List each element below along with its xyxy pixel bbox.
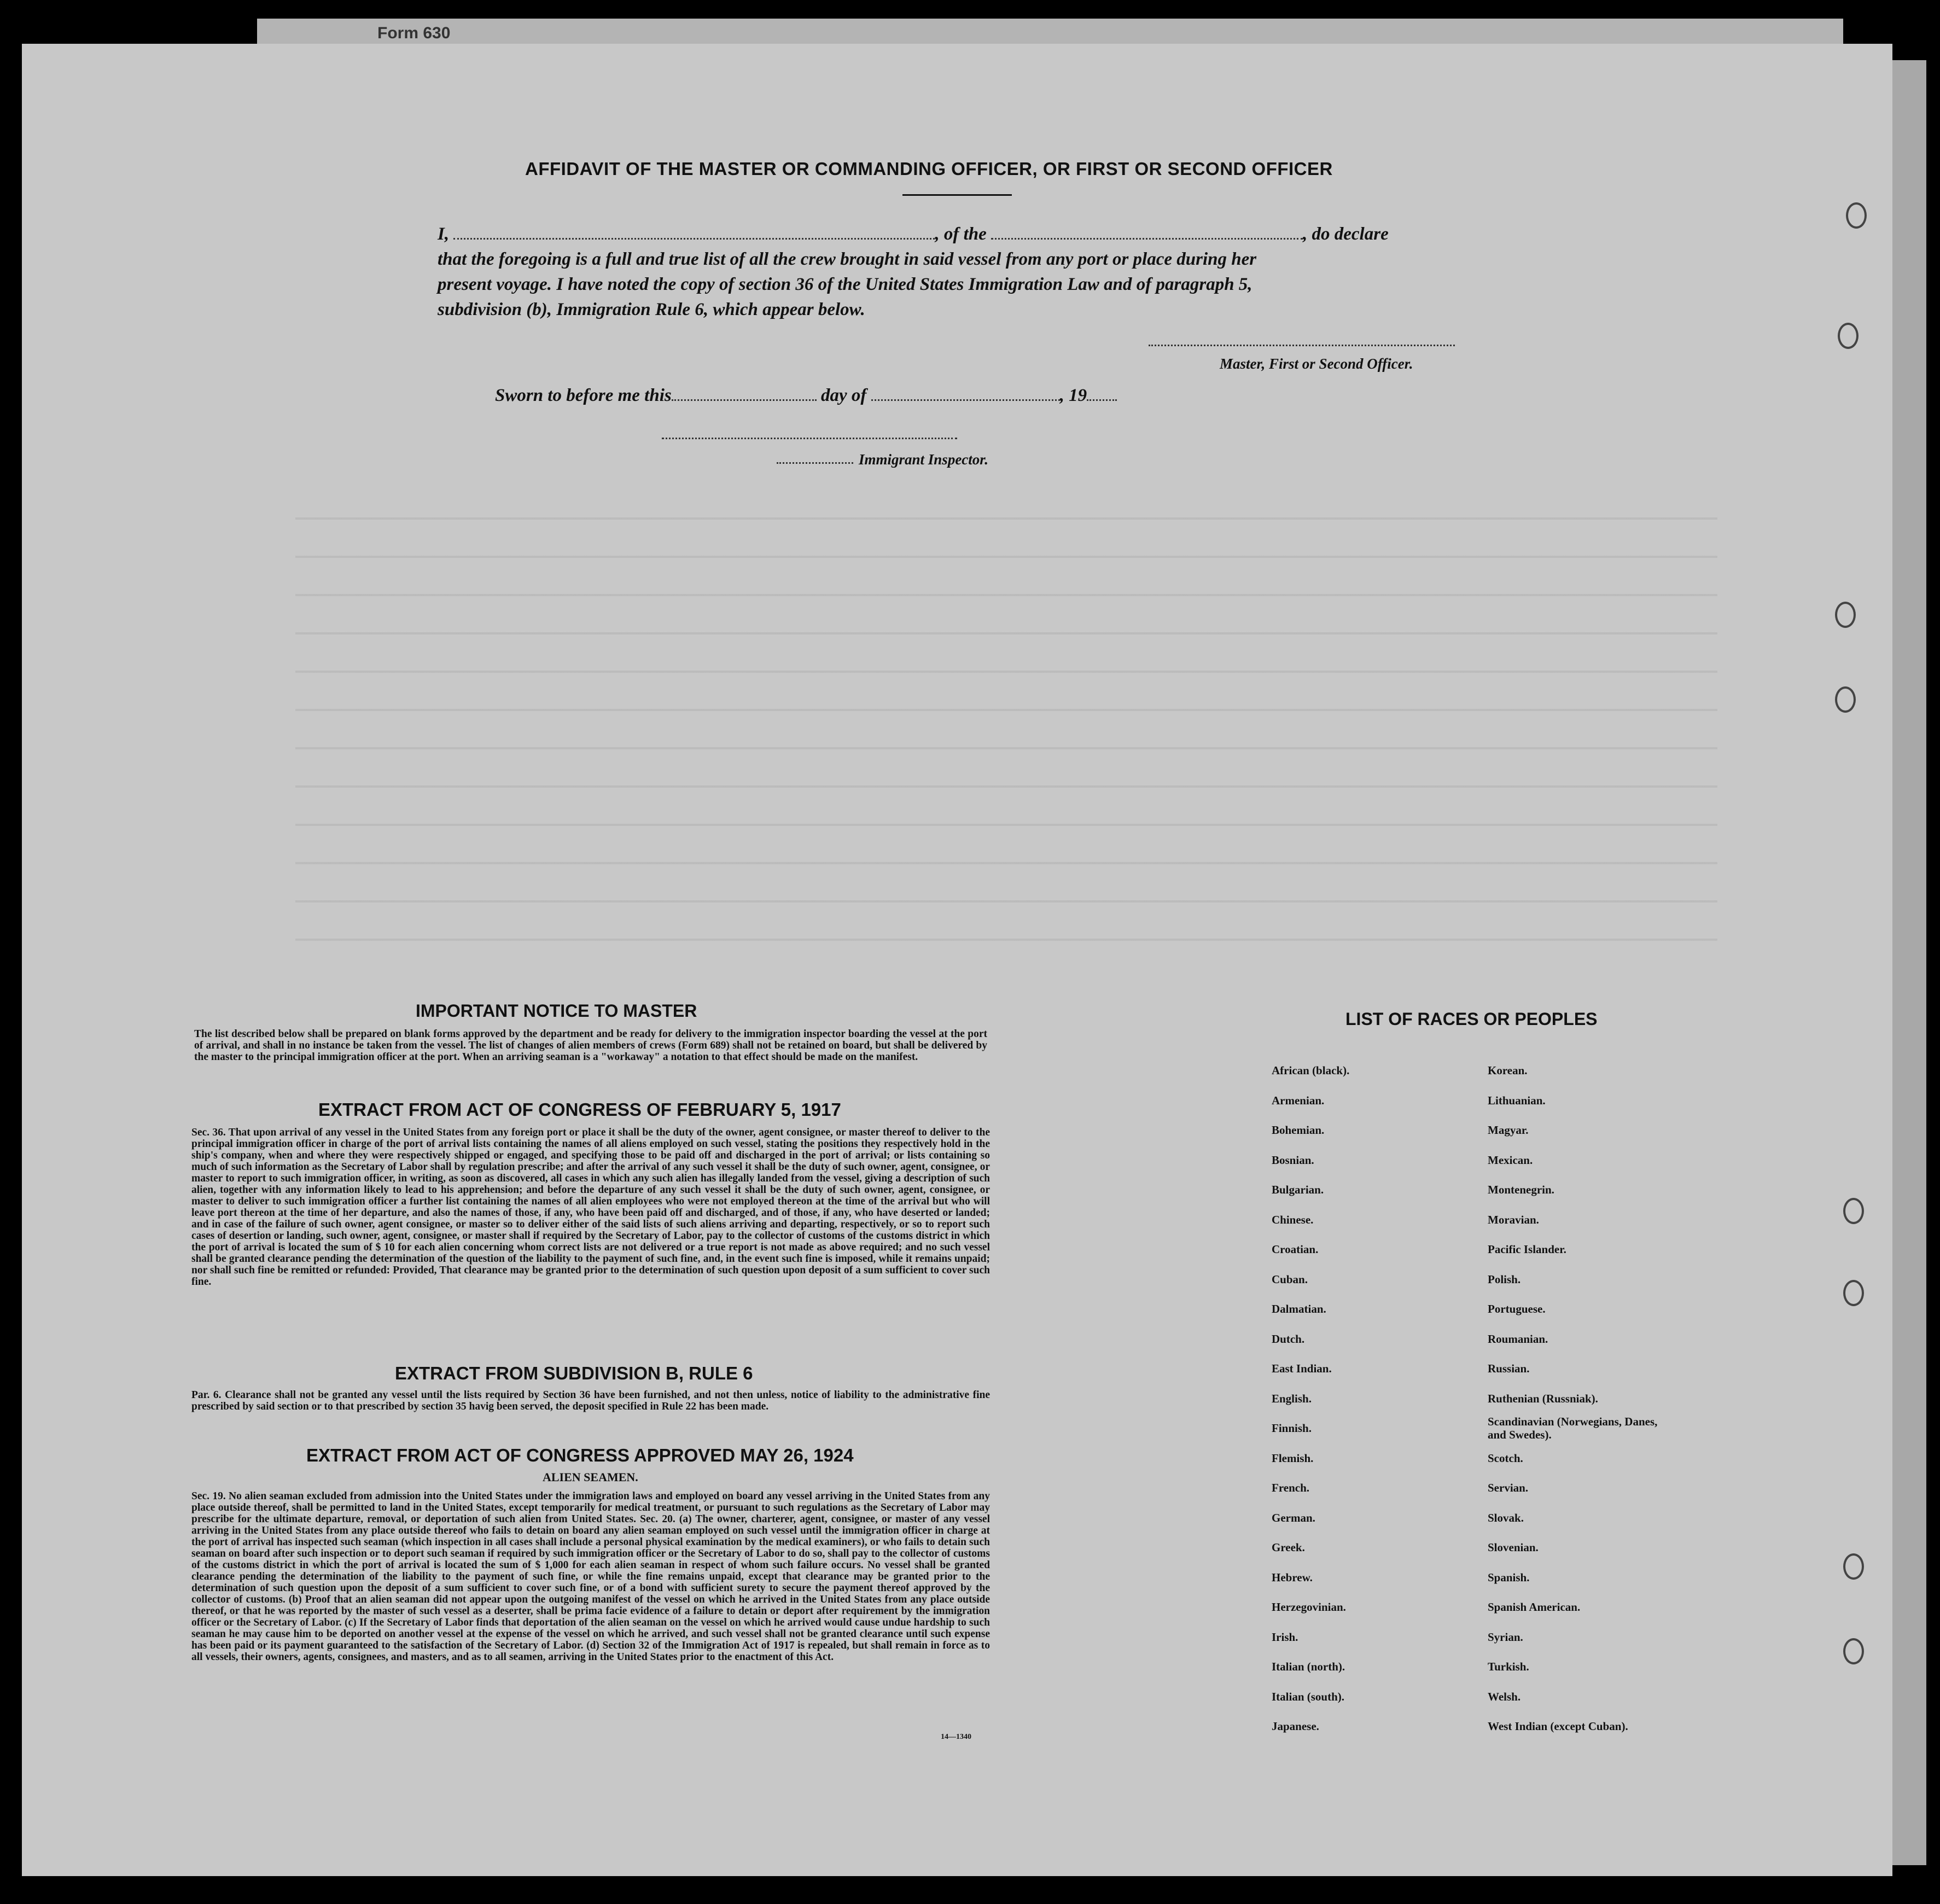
notice-title: IMPORTANT NOTICE TO MASTER	[416, 1001, 697, 1021]
race-item: Moravian.	[1488, 1213, 1539, 1226]
year-blank[interactable]	[1087, 399, 1117, 401]
title-underline	[902, 194, 1012, 196]
race-item: Korean.	[1488, 1064, 1528, 1077]
race-item: Russian.	[1488, 1362, 1530, 1375]
affidavit-of-the: , of the	[935, 224, 987, 244]
extract-1924-text: Sec. 19. No alien seaman excluded from admission into the United States under the immigration laws and employed on board any vessel arriving in the United States from any place outside thereof, shall be permitted to land in the United States, except temporarily for medical treatment, or pursuant to such regulations as the Secretary of Labor may prescribe for the ultimate departure, removal, or deportation of such alien from United States. Sec. 20. (a) The owner, charterer, agent, consignee, or master of any vessel arriving in the United States from any place outside thereof who fails to detain on board any alien seaman employed on such vessel until the immigration officer in charge at the port of arrival has inspected such seaman (which inspection in all cases shall include a personal physical examination by the medical examiners), or who fails to detain such seaman on board after such inspection or to deport such seaman if required by such immigration officer or the Secretary of Labor to do so, shall pay to the collector of customs of the customs district in which the port of arrival is located the sum of $ 1,000 for each alien seaman in respect of whom such failure occurs. No vessel shall be granted clearance pending the determination of the liability to the payment of such fine, or while the fine remains unpaid, except that clearance may be granted prior to the determination of such question upon the deposit of a sum sufficient to cover such fine, or of a bond with sufficient surety to secure the payment thereof approved by the collector of customs. (b) Proof that an alien seaman did not appear upon the outgoing manifest of the vessel on which he arrived in the United States from any place outside thereof, or that he was reported by the master of such vessel as a deserter, shall be prima facie evidence of a failure to detain or deport after requirement by the immigration officer or the Secretary of Labor. (c) If the Secretary of Labor finds that deportation of the alien seaman on the vessel on which he arrived would cause undue hardship to such seaman he may cause him to be deported on another vessel at the expense of the vessel on which he arrived, and such vessel shall not be granted clearance until such expense has been paid or its payment guaranteed to the satisfaction of the Secretary of Labor. (d) Section 32 of the Immigration Act of 1917 is repealed, but shall remain in force as to all vessels, their owners, agents, consignees, and masters, and as to all seamen, arriving in the United States prior to the enactment of this Act.	[191, 1490, 990, 1663]
race-item: Portuguese.	[1488, 1302, 1546, 1315]
race-item: Welsh.	[1488, 1690, 1521, 1703]
race-item: Spanish American.	[1488, 1600, 1581, 1614]
race-item: Ruthenian (Russniak).	[1488, 1391, 1598, 1405]
binder-hole-icon	[1843, 1280, 1864, 1306]
sworn-label: Sworn to before me this	[495, 386, 672, 405]
affidavit-line-1	[438, 224, 1389, 244]
race-item: English.	[1272, 1391, 1312, 1405]
race-item: West Indian (except Cuban).	[1488, 1720, 1628, 1733]
month-blank[interactable]	[871, 399, 1060, 401]
binder-hole-icon	[1835, 686, 1856, 713]
binder-hole-icon	[1843, 1198, 1864, 1224]
form-code: 14—1340	[941, 1733, 971, 1741]
race-item: Dalmatian.	[1272, 1302, 1326, 1315]
affidavit-i: I,	[438, 224, 450, 244]
sworn-line	[495, 386, 1117, 406]
race-item: Scotch.	[1488, 1451, 1523, 1465]
binder-hole-icon	[1843, 1638, 1864, 1664]
notice-text: The list described below shall be prepared on blank forms approved by the department and be ready for delivery to the immigration inspector boarding the vessel at the port of arrival, and shall in no instance be taken from the vessel. The list of changes of alien members of crews (Form 689) shall not be retained on board, but shall be delivered by the master to the principal immigration officer at the port. When an arriving seaman is a "workaway" a notation to that effect should be made on the manifest.	[194, 1028, 987, 1063]
affidavit-line-4: subdivision (b), Immigration Rule 6, which appear below.	[438, 300, 865, 319]
inspector-label: Immigrant Inspector.	[859, 451, 989, 468]
year-prefix: , 19	[1059, 386, 1087, 405]
extract-1917-text: Sec. 36. That upon arrival of any vessel in the United States from any foreign port or place it shall be the duty of the owner, agent consignee, or master thereof to deliver to the principal immigration officer in charge of the port of arrival lists containing the names of all aliens employed on such vessel, stating the positions they respectively hold in the ship's company, when and where they were respectively shipped or engaged, and specifying those to be paid off and discharged in the port of arrival; or lists containing so much of such information as the Secretary of Labor shall by regulation prescribe; and after the arrival of any such vessel it shall be the duty of such owner, agent, consignee, or master to report to such immigration officer, in writing, as soon as discovered, all cases in which any such alien has illegally landed from the vessel, giving a description of such alien, together with any information likely to lead to his apprehension; and before the departure of any such vessel it shall be the duty of such owner, agent, consignee, or master to deliver to such immigration officer a further list containing the names of all alien employees who were not employed thereon at the time of the arrival but who will leave port thereon at the time of her departure, and also the names of those, if any, who have been paid off and discharged, and of those, if any, who have deserted or landed; and in case of the failure of such owner, agent consignee, or master so to deliver either of the said lists of such aliens arriving and departing, respectively, or so to report such cases of desertion or landing, such owner, agent, consignee, or master shall if required by the Secretary of Labor, pay to the collector of customs of the customs district in which the port of arrival is located the sum of $ 10 for each alien concerning whom correct lists are not delivered or a true report is not made as above required; and no such vessel shall be granted clearance pending the determination of the question of the liability to the payment of such fine, and, in the event such fine is imposed, while it remains unpaid; nor shall such fine be remitted or refunded: Provided, That clearance may be granted prior to the determination of such question upon deposit of a sum sufficient to cover such fine.	[191, 1127, 990, 1288]
race-item: Slovenian.	[1488, 1541, 1539, 1554]
race-item: Flemish.	[1272, 1451, 1314, 1465]
inspector-signature-blank[interactable]	[662, 438, 957, 439]
affidavit-line-3: present voyage. I have noted the copy of section 36 of the United States Immigration Law and of paragraph 5,	[438, 275, 1252, 294]
race-item: Scandinavian (Norwegians, Danes, and Swedes).	[1488, 1415, 1658, 1441]
race-item: Bulgarian.	[1272, 1183, 1324, 1196]
race-item: Italian (south).	[1272, 1690, 1345, 1703]
form-number: Form 630	[377, 24, 451, 42]
race-item: Polish.	[1488, 1272, 1521, 1286]
race-item: African (black).	[1272, 1064, 1350, 1077]
race-item: Hebrew.	[1272, 1570, 1313, 1584]
race-item: Mexican.	[1488, 1153, 1533, 1167]
binder-hole-icon	[1846, 202, 1867, 229]
race-item: German.	[1272, 1511, 1315, 1524]
day-blank[interactable]	[672, 399, 817, 401]
affidavit-line-2: that the foregoing is a full and true list of all the crew brought in said vessel from any port or place during her	[438, 249, 1257, 269]
extract-rule6-title: EXTRACT FROM SUBDIVISION B, RULE 6	[395, 1363, 753, 1383]
race-item: Servian.	[1488, 1481, 1529, 1494]
page-edge	[1892, 60, 1926, 1865]
race-item: Roumanian.	[1488, 1332, 1548, 1346]
race-item: Irish.	[1272, 1630, 1298, 1644]
race-item: Finnish.	[1272, 1422, 1312, 1435]
race-item: Bohemian.	[1272, 1123, 1325, 1137]
binder-hole-icon	[1838, 323, 1859, 349]
master-signature-blank[interactable]	[1149, 345, 1455, 346]
affidavit-title: AFFIDAVIT OF THE MASTER OR COMMANDING OFFICER, OR FIRST OR SECOND OFFICER	[525, 159, 1333, 179]
extract-1924-title: EXTRACT FROM ACT OF CONGRESS APPROVED MAY 26, 1924	[306, 1445, 854, 1465]
race-item: East Indian.	[1272, 1362, 1332, 1375]
race-item: Herzegovinian.	[1272, 1600, 1346, 1614]
day-of-label: day of	[820, 386, 867, 405]
vessel-blank[interactable]	[991, 238, 1303, 240]
race-item: Lithuanian.	[1488, 1093, 1546, 1107]
race-item: Armenian.	[1272, 1093, 1325, 1107]
race-item: Bosnian.	[1272, 1153, 1314, 1167]
race-item: Turkish.	[1488, 1660, 1529, 1673]
race-item: Greek.	[1272, 1541, 1305, 1554]
race-item: Pacific Islander.	[1488, 1243, 1566, 1256]
race-item: French.	[1272, 1481, 1310, 1494]
race-item: Syrian.	[1488, 1630, 1523, 1644]
race-item: Cuban.	[1272, 1272, 1308, 1286]
extract-1924-subtitle: ALIEN SEAMEN.	[543, 1470, 638, 1484]
race-item: Dutch.	[1272, 1332, 1305, 1346]
affidavit-declare: , do declare	[1303, 224, 1389, 244]
binder-hole-icon	[1843, 1553, 1864, 1580]
binder-hole-icon	[1835, 602, 1856, 628]
race-item: Croatian.	[1272, 1243, 1319, 1256]
race-item: Italian (north).	[1272, 1660, 1345, 1673]
race-item: Slovak.	[1488, 1511, 1524, 1524]
extract-rule6-text: Par. 6. Clearance shall not be granted any vessel until the lists required by Section 36 have been furnished, and not then unless, notice of liability to the administrative fine prescribed by said section or to that prescribed by section 35 havig been served, the deposit specified in Rule 22 has been made.	[191, 1389, 990, 1412]
master-label: Master, First or Second Officer.	[1220, 356, 1413, 372]
name-blank[interactable]	[453, 238, 935, 240]
extract-1917-title: EXTRACT FROM ACT OF CONGRESS OF FEBRUARY 5, 1917	[318, 1099, 841, 1120]
race-item: Montenegrin.	[1488, 1183, 1554, 1196]
race-item: Japanese.	[1272, 1720, 1319, 1733]
races-title: LIST OF RACES OR PEOPLES	[1345, 1009, 1598, 1029]
race-item: Chinese.	[1272, 1213, 1314, 1226]
race-item: Magyar.	[1488, 1123, 1529, 1137]
race-item: Spanish.	[1488, 1570, 1530, 1584]
inspector-dots	[777, 462, 853, 464]
